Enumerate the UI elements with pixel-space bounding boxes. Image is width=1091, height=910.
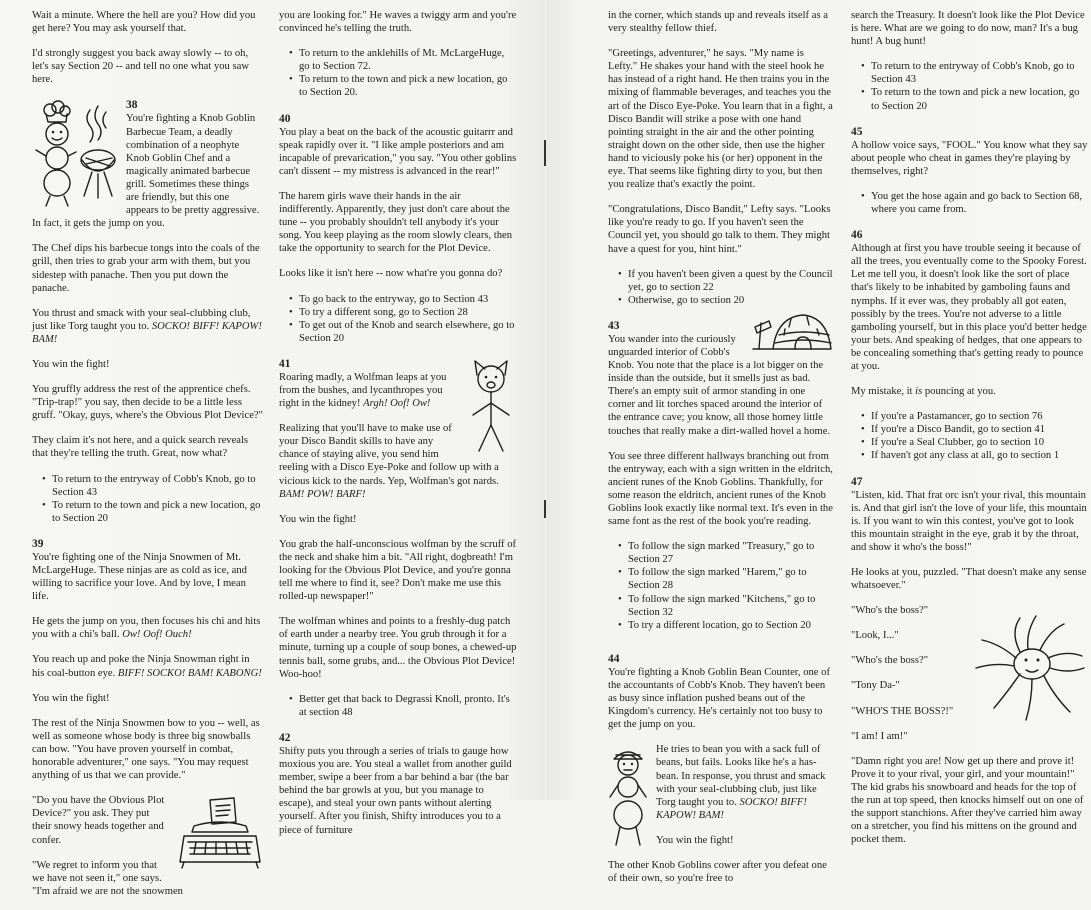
choice-item: • To follow the sign marked "Kitchens," go to Section 32 bbox=[608, 593, 833, 619]
text-run: You reach up and poke the Ninja Snowman right in his coal-button eye. bbox=[32, 654, 250, 679]
text-run: He gets the jump on you, then focuses his chi and hits you with a chi's ball. bbox=[32, 616, 261, 641]
typewriter-icon bbox=[176, 796, 264, 870]
section-number: 38 bbox=[126, 99, 138, 112]
section-number: 43 bbox=[608, 319, 620, 332]
paragraph: You gruffly address the rest of the apprentice chefs. "Trip-trap!" you say, then decide to be a little less gruff. "Okay, guys, where's the Obvious Plot Device?" bbox=[32, 384, 263, 422]
column-3 bbox=[608, 9, 833, 897]
wolfman-icon bbox=[465, 359, 517, 455]
choice-list bbox=[608, 540, 833, 632]
paragraph bbox=[851, 385, 1088, 398]
section-number: 45 bbox=[851, 125, 863, 138]
section-41 bbox=[279, 357, 517, 719]
paragraph: Shifty puts you through a series of trials to gauge how moxious you are. You steal a wallet from another guild member, swipe a beer from a bar behind a bar (the bar behind the bar growls at you, but you manage to escape), and steal your own pants without alerting yourself. After you finish, Shifty introduces you to a piece of furniture bbox=[279, 745, 512, 836]
paragraph: Although at first you have trouble seeing it because of all the trees, you eventually come to the Spooky Forest. Let me tell you, it doesn't look like the sort of place that's likely to be inhabited by gamboling fauns and nymphs. If it ever was, they probably all got eaten, possibly by the trees. You're not adverse to a little gamboling yourself, but in this place you'd better hedge your bets. And speaking of hedges, that one appears to be concealing something that's getting ready to pounce at you. bbox=[851, 243, 1087, 372]
column-1 bbox=[32, 9, 264, 910]
choice-list bbox=[279, 47, 517, 99]
paragraph: A hollow voice says, "FOOL." You know what they say about people who cheat in games they're playing by themselves, right? bbox=[851, 139, 1088, 177]
sound-effect: Ow! Oof! Ouch! bbox=[122, 629, 192, 641]
column-4 bbox=[851, 9, 1088, 858]
paragraph bbox=[32, 653, 264, 679]
section-44 bbox=[608, 644, 833, 885]
section-43 bbox=[608, 319, 833, 632]
paragraph: you are looking for." He waves a twiggy arm and you're convinced he's telling the truth. bbox=[279, 10, 517, 35]
left-page bbox=[0, 0, 545, 897]
choice-list bbox=[851, 60, 1088, 112]
paragraph: You're fighting a Knob Goblin Bean Counter, one of the accountants of Cobb's Knob. They haven't been as busy since inflation pushed beans out of the Kingdom's currency. He's certainly not too busy to get the jump on you. bbox=[608, 666, 830, 731]
choice-item: • If you haven't been given a quest by the Council yet, go to section 22 bbox=[608, 268, 833, 294]
paragraph: The wolfman whines and points to a freshly-dug patch of earth under a nearby tree. You grub through it for a minute, turning up a couple of soup bones, a chewed-up tennis ball, some grubs, and... the Obvious Plot Device! Woo-hoo! bbox=[279, 616, 517, 680]
choice-item: • To follow the sign marked "Harem," go to Section 28 bbox=[608, 566, 833, 592]
choice-item: • If you're a Pastamancer, go to section 76 bbox=[851, 410, 1088, 423]
text-run: Roaring madly, a Wolfman leaps at you from the bushes, and lycanthropes you right in the kidney! bbox=[279, 371, 447, 410]
text-run: You thrust and smack with your seal-clubbing club, just like Torg taught you to. bbox=[32, 307, 251, 332]
dialogue-line: "I am! I am!" bbox=[851, 730, 908, 742]
choice-list bbox=[851, 410, 1088, 462]
chef-and-grill-icon bbox=[32, 100, 118, 210]
paragraph: search the Treasury. It doesn't look like the Plot Device is here. What are we going to do now, man? It's a bug hunt! A bug hunt! bbox=[851, 10, 1085, 48]
right-page bbox=[546, 0, 1091, 885]
paragraph: You win the fight! bbox=[32, 358, 110, 370]
paragraph: You grab the half-unconscious wolfman by the scruff of the neck and shake him a bit. "All right, dogbreath! I'm looking for the Obvious Plot Device, and you're gonna tell me where to find it, see? Don't make me use this rolled-up newspaper!" bbox=[279, 538, 517, 603]
choice-list bbox=[32, 473, 264, 525]
choice-item: • To follow the sign marked "Treasury," go to Section 27 bbox=[608, 540, 833, 566]
text-run: Realizing that you'll have to make use of your Disco Bandit skills to have any chance of staying alive, you send him reeling with a Disco Eye-Poke and follow up with a vicious kick to the nards. Yep, Wolfman's got nards. bbox=[279, 423, 499, 487]
paragraph: You play a beat on the back of the acoustic guitarrr and speak rapidly over it. "I like ample posteriors and am incapable of prevarication," you say. "You other goblins can't dissent -- my mistress is advanced in the rear!" bbox=[279, 126, 517, 177]
choice-item: • To return to the entryway of Cobb's Knob, go to Section 43 bbox=[32, 473, 264, 499]
dialogue-line: "Who's the boss?" bbox=[851, 605, 929, 617]
paragraph: You see three different hallways branching out from the entryway, each with a sign written in the eldritch, ancient runes of the Knob Goblins. Thankfully, for some reason the eldritch, ancient runes of the Knob Goblins look exactly like normal text. It's even in the same font as the rest of the book you're reading. bbox=[608, 450, 833, 528]
section-45 bbox=[851, 125, 1088, 216]
text-run: My mistake, it bbox=[851, 386, 916, 398]
section-46 bbox=[851, 228, 1088, 462]
section-number: 42 bbox=[279, 731, 291, 744]
choice-item: • If haven't got any class at all, go to section 1 bbox=[851, 449, 1088, 462]
bean-counter-icon bbox=[608, 745, 648, 849]
paragraph: I'd strongly suggest you back away slowly -- to oh, let's say Section 20 -- and tell no one what you saw here. bbox=[32, 48, 249, 86]
choice-item: • To try a different song, go to Section 28 bbox=[279, 306, 517, 319]
choice-item: • If you're a Disco Bandit, go to section 41 bbox=[851, 423, 1088, 436]
paragraph: "Greetings, adventurer," he says. "My name is Lefty." He shakes your hand with the steel hook he has instead of a right hand. He then trains you in the mixing of flammable beverages, and teaches you the art of the Disco Eye-Poke. You learn that in a fight, a Disco Bandit will strike a pose with one hand pointing straight in the air and the other pointing straight down on the other side, then use the higher hand to viciously poke his (or her) opponent in the eye. That seems like fighting dirty to you, but then you realize that's exactly the point. bbox=[608, 48, 833, 191]
paragraph: The other Knob Goblins cower after you defeat one of their own, so you're free to bbox=[608, 859, 827, 885]
choice-list bbox=[279, 293, 517, 345]
dialogue-line: "Tony Da-" bbox=[851, 680, 900, 692]
choice-item: • Otherwise, go to section 20 bbox=[608, 294, 833, 307]
sound-effect: Argh! Oof! Ow! bbox=[363, 398, 431, 410]
choice-item: • You get the hose again and go back to Section 68, where you came from. bbox=[851, 190, 1088, 216]
paragraph: You win the fight! bbox=[656, 834, 734, 846]
section-40 bbox=[279, 112, 517, 345]
paragraph: He looks at you, puzzled. "That doesn't make any sense whatsoever." bbox=[851, 567, 1087, 592]
paragraph: They claim it's not here, and a quick search reveals that they're telling the truth. Great, now what? bbox=[32, 435, 249, 460]
section-38 bbox=[32, 98, 264, 524]
choice-item: • To get out of the Knob and search elsewhere, go to Section 20 bbox=[279, 319, 517, 345]
paragraph: You're fighting a Knob Goblin Barbecue Team, a deadly combination of a neophyte Knob Goblin Chef and a magically animated barbecue grill. Sometimes these things are friendly, but this one appears to be pretty aggressive. In fact, it gets the jump on you. bbox=[32, 113, 260, 230]
choice-item: • If you're a Seal Clubber, go to section 10 bbox=[851, 436, 1088, 449]
choice-item: • To try a different location, go to Section 20 bbox=[608, 619, 833, 632]
sound-effect: SOCKO! BIFF! KAPOW! BAM! bbox=[32, 320, 262, 345]
paragraph: Wait a minute. Where the hell are you? How did you get here? You may ask yourself that. bbox=[32, 10, 256, 35]
column-2 bbox=[279, 9, 517, 849]
section-39 bbox=[32, 537, 264, 898]
paragraph: You're fighting one of the Ninja Snowmen of Mt. McLargeHuge. These ninjas are as cold as ice, and willing to sacrifice your love. And by love, I mean life. bbox=[32, 551, 247, 603]
choice-item: • To return to the town and pick a new location, go to Section 20. bbox=[279, 73, 517, 99]
paragraph: "Do you have the Obvious Plot Device?" you ask. They put their snowy heads together and confer. bbox=[32, 795, 165, 846]
paragraph: "Damn right you are! Now get up there and prove it! Prove it to your rival, your girl, and your mountain!" The kid grabs his snowboard and heads for the top of the run at top speed, then knocks himself out on one of the support stanchions. After they've carried him away on a stretcher, you find his mittens on the ground and pocket them. bbox=[851, 755, 1084, 846]
choice-item: • Better get that back to Degrassi Knoll, pronto. It's at section 48 bbox=[279, 693, 517, 719]
choice-list bbox=[608, 268, 833, 307]
section-42 bbox=[279, 731, 517, 837]
choice-item: • To go back to the entryway, go to Section 43 bbox=[279, 293, 517, 306]
paragraph bbox=[32, 615, 264, 641]
paragraph: "Listen, kid. That frat orc isn't your rival, this mountain is. And that girl isn't the love of your life, this mountain is. If you want to win this contest, you've got to look this mountain straight in the eye, grab it by the throat, and show it who's the boss!" bbox=[851, 489, 1087, 553]
paragraph: You win the fight! bbox=[32, 692, 110, 704]
paragraph bbox=[32, 307, 264, 346]
text-run: pouncing at you. bbox=[922, 386, 996, 398]
section-number: 39 bbox=[32, 537, 44, 550]
paragraph: You wander into the curiously unguarded interior of Cobb's Knob. You note that the place is a lot bigger on the inside than the outside, but it smells just as bad. There's an empty suit of armor standing in one corner and lit torches spaced around the interior of the entrance cave; you know, all those homey little touches that really make a dirt-walled hovel a home. bbox=[608, 333, 831, 437]
dialogue-line: "WHO'S THE BOSS?!" bbox=[851, 705, 954, 717]
section-47 bbox=[851, 475, 1088, 847]
paragraph: "We regret to inform you that we have not seen it," one says. "I'm afraid we are not the snowmen bbox=[32, 859, 183, 897]
paragraph: in the corner, which stands up and reveals itself as a very stealthy fellow thief. bbox=[608, 10, 828, 35]
paragraph: "Congratulations, Disco Bandit," Lefty says. "Looks like you're ready to go. If you haven't seen the Council yet, you should go talk to them. They might have a quest for you, hint hint." bbox=[608, 204, 831, 255]
paragraph: The Chef dips his barbecue tongs into the coals of the grill, then tries to grab your arm with them, but you sidestep with panache. Then you put down the panache. bbox=[32, 243, 260, 294]
text-run: He tries to bean you with a sack full of beans, but fails. Looks like he's a has-bean. In response, you thrust and smack with your seal-clubbing club, just like Torg taught you to. bbox=[656, 744, 826, 808]
section-number: 46 bbox=[851, 229, 863, 242]
paragraph: The harem girls wave their hands in the air indifferently. Apparently, they just don't care about the tune -- you probably shouldn't tell anybody it's your song. You keep playing as the room slowly clears, then take the opportunity to search for the Plot Device. bbox=[279, 190, 513, 255]
section-number: 41 bbox=[279, 357, 291, 370]
section-number: 47 bbox=[851, 475, 863, 488]
sound-effect: SOCKO! BIFF! KAPOW! BAM! bbox=[656, 796, 807, 821]
paragraph: The rest of the Ninja Snowmen bow to you -- well, as well as someone whose body is three big snowballs can bow. "You have proven yourself in combat, honorable adventurer," one says. "You may request anything of us that we can provide." bbox=[32, 717, 260, 782]
section-number: 44 bbox=[608, 652, 620, 665]
sound-effect: BAM! POW! BARF! bbox=[279, 488, 366, 500]
dialogue-line: "Who's the boss?" bbox=[851, 655, 929, 667]
spider-creature-icon bbox=[970, 612, 1088, 724]
paragraph: You win the fight! bbox=[279, 513, 357, 525]
sound-effect: BIFF! SOCKO! BAM! KABONG! bbox=[117, 667, 262, 679]
choice-list bbox=[279, 693, 517, 719]
choice-item: • To return to the town and pick a new location, go to Section 20 bbox=[32, 499, 264, 525]
dialogue-line: "Look, I..." bbox=[851, 630, 899, 642]
choice-item: • To return to the anklehills of Mt. McLargeHuge, go to Section 72. bbox=[279, 47, 517, 73]
igloo-icon bbox=[751, 309, 833, 353]
choice-item: • To return to the entryway of Cobb's Knob, go to Section 43 bbox=[851, 60, 1088, 86]
choice-item: • To return to the town and pick a new location, go to Section 20 bbox=[851, 86, 1088, 112]
choice-list bbox=[851, 190, 1088, 216]
emphasis: is bbox=[915, 386, 923, 398]
paragraph: Looks like it isn't here -- now what're you gonna do? bbox=[279, 268, 503, 280]
section-number: 40 bbox=[279, 112, 291, 125]
